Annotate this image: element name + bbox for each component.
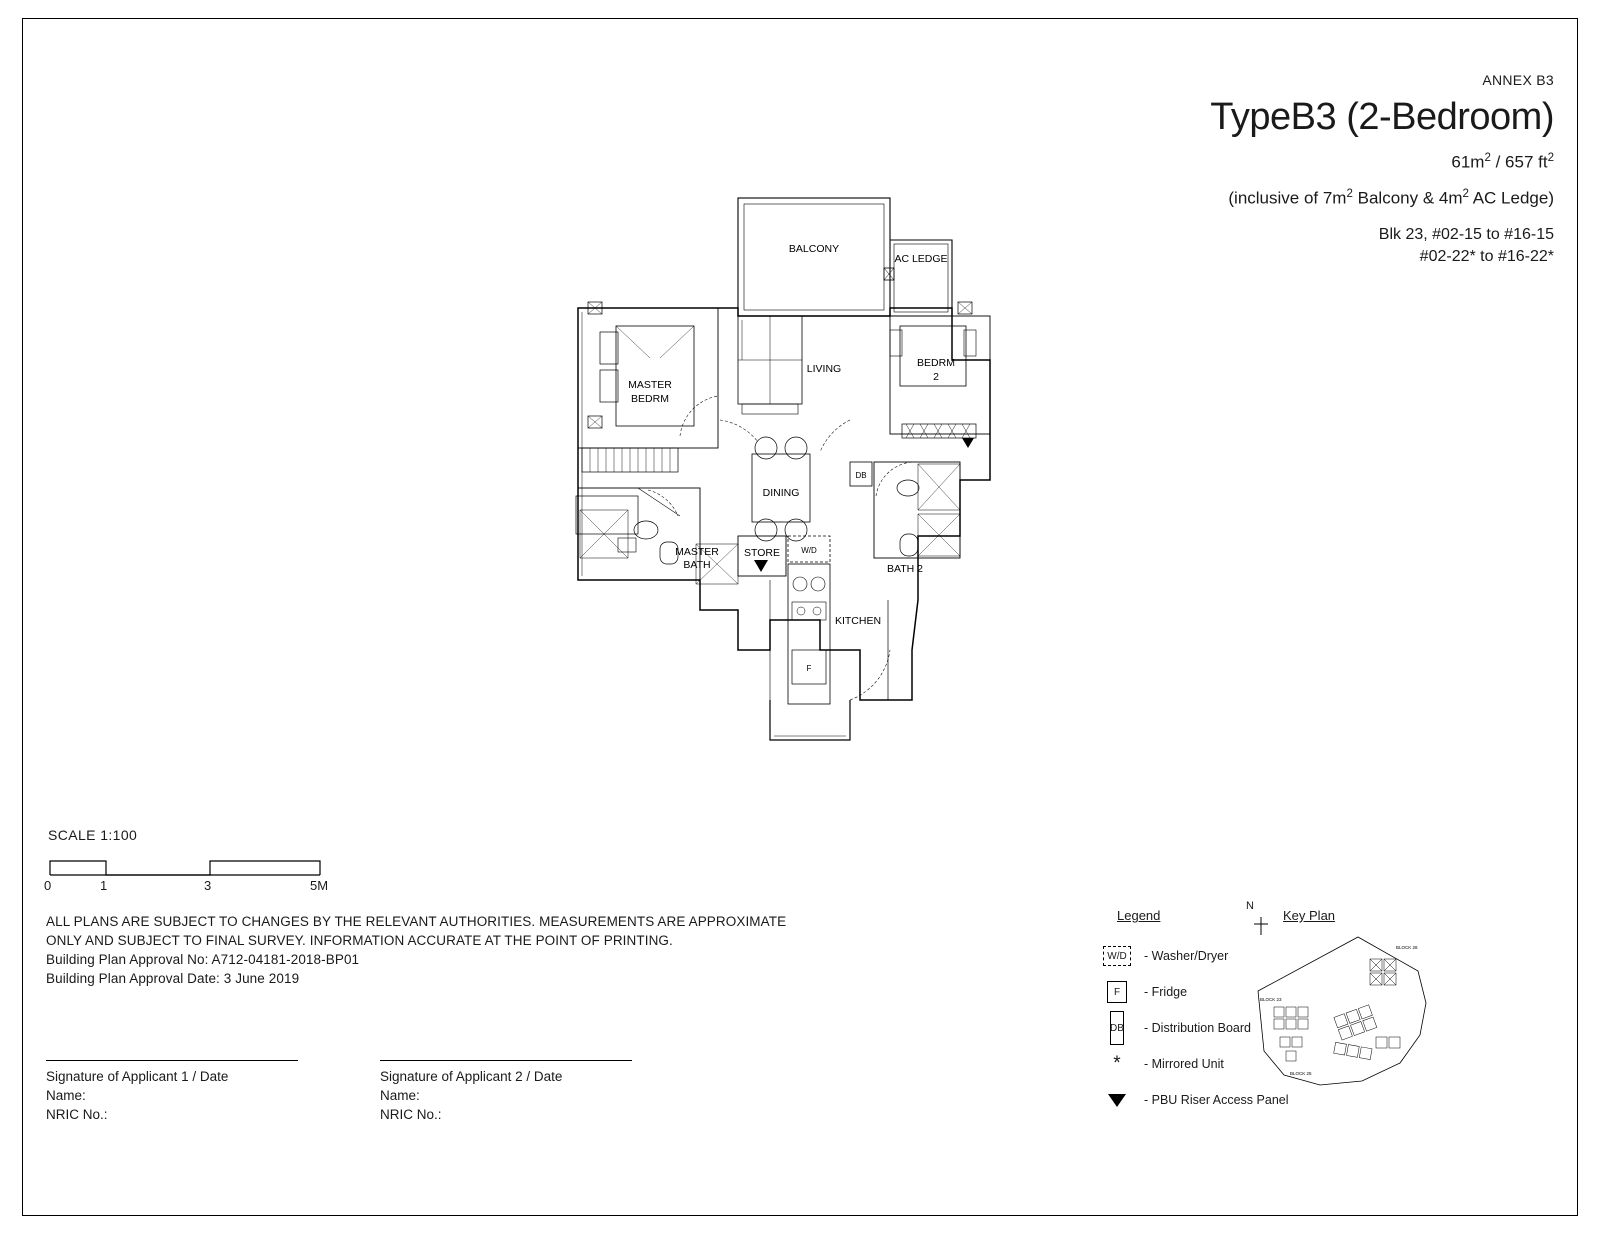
room-label-master-bath-2: BATH xyxy=(683,559,711,571)
area-imperial-sup: 2 xyxy=(1547,152,1554,164)
key-plan-map xyxy=(1250,925,1440,1095)
signature-name-label-2: Name: xyxy=(380,1088,420,1103)
washer-dryer-icon xyxy=(1100,946,1134,966)
entry-stub xyxy=(770,700,850,740)
floor-plan-drawing xyxy=(520,180,1080,770)
annex-label: ANNEX B3 xyxy=(1482,72,1554,88)
scale-tick-2: 3 xyxy=(204,878,212,893)
keyplan-block-label-25: BLOCK 25 xyxy=(1290,1071,1312,1076)
signature-block-1 xyxy=(46,1060,298,1124)
area-metric-sup: 2 xyxy=(1484,152,1491,164)
room-label-bedrm2-1: BEDRM xyxy=(917,357,955,369)
room-label-bath2: BATH 2 xyxy=(887,563,923,575)
triangle-icon-shape xyxy=(1108,1094,1126,1107)
room-label-master-bath-1: MASTER xyxy=(675,546,719,558)
room-label-master-bedrm-1: MASTER xyxy=(628,379,672,391)
triangle-icon xyxy=(1100,1094,1134,1107)
room-label-dining: DINING xyxy=(762,487,800,499)
room-label-kitchen: KITCHEN xyxy=(834,615,882,627)
disclaimer xyxy=(46,912,786,988)
disclaimer-line-1: ALL PLANS ARE SUBJECT TO CHANGES BY THE RELEVANT AUTHORITIES. MEASUREMENTS ARE APPROXIMATE xyxy=(46,914,787,929)
scale-tick-0: 0 xyxy=(44,878,52,893)
unit-range-line-1: Blk 23, #02-15 to #16-15 xyxy=(1378,226,1554,243)
fridge-icon-label: F xyxy=(1107,981,1127,1003)
bp-approval-no: Building Plan Approval No: A712-04181-2018-BP01 xyxy=(46,952,360,967)
legend-text-pbu-riser: - PBU Riser Access Panel xyxy=(1144,1093,1289,1107)
signature-nric-label-1: NRIC No.: xyxy=(46,1107,108,1122)
asterisk-icon-glyph: * xyxy=(1113,1053,1121,1074)
inclusive-sup2: 2 xyxy=(1462,188,1469,200)
signature-block-2 xyxy=(380,1060,632,1124)
north-label: N xyxy=(1246,900,1254,912)
marker-washer-dryer: W/D xyxy=(801,546,817,555)
area-metric: 61m xyxy=(1451,152,1485,172)
room-label-master-bedrm-2: BEDRM xyxy=(631,393,669,405)
ac-ledge-outline xyxy=(890,240,952,316)
signature-line-2 xyxy=(380,1060,632,1061)
room-label-ac-ledge: AC LEDGE xyxy=(894,253,948,265)
legend-text-distribution-board: - Distribution Board xyxy=(1144,1021,1251,1035)
scale-tick-1: 1 xyxy=(100,878,108,893)
page-title: TypeB3 (2-Bedroom) xyxy=(1210,96,1554,138)
legend-text-fridge: - Fridge xyxy=(1144,985,1188,999)
bp-approval-date: Building Plan Approval Date: 3 June 2019 xyxy=(46,971,300,986)
master-bedroom-outline xyxy=(578,308,718,448)
scale-bar xyxy=(48,855,378,879)
inclusive-note xyxy=(1228,188,1554,209)
area-imperial: 657 ft xyxy=(1505,152,1548,172)
room-label-balcony: BALCONY xyxy=(788,243,840,255)
scale-label: SCALE 1:100 xyxy=(48,827,138,843)
distribution-board-icon xyxy=(1100,1011,1134,1045)
scale-tick-3: 5M xyxy=(310,878,329,893)
washer-dryer-icon-label: W/D xyxy=(1103,946,1131,966)
signature-title-2: Signature of Applicant 2 / Date xyxy=(380,1069,563,1084)
room-label-living: LIVING xyxy=(806,363,842,375)
unit-range-line-2: #02-22* to #16-22* xyxy=(1419,248,1554,265)
asterisk-icon xyxy=(1100,1053,1134,1074)
key-plan-title: Key Plan xyxy=(1283,908,1336,923)
fridge-icon xyxy=(1100,981,1134,1003)
signature-name-label-1: Name: xyxy=(46,1088,86,1103)
room-label-bedrm2-2: 2 xyxy=(933,371,939,383)
balcony-outline xyxy=(738,198,890,316)
inclusive-mid: Balcony & 4m xyxy=(1352,188,1463,208)
signature-line-1 xyxy=(46,1060,298,1061)
legend-title: Legend xyxy=(1117,908,1161,923)
legend-text-mirrored-unit: - Mirrored Unit xyxy=(1144,1057,1224,1071)
inclusive-pre: (inclusive of 7m xyxy=(1228,188,1347,208)
legend-text-washer-dryer: - Washer/Dryer xyxy=(1144,949,1229,963)
signature-nric-label-2: NRIC No.: xyxy=(380,1107,442,1122)
keyplan-block-label-28: BLOCK 28 xyxy=(1396,945,1418,950)
bedroom-2-outline xyxy=(890,316,990,434)
distribution-board-icon-label: DB xyxy=(1110,1011,1124,1045)
keyplan-block-label-23: BLOCK 23 xyxy=(1260,997,1282,1002)
area-separator: / xyxy=(1490,152,1506,172)
inclusive-post: AC Ledge) xyxy=(1468,188,1554,208)
room-label-store: STORE xyxy=(744,547,780,559)
pbu-riser-marker xyxy=(962,438,974,448)
pbu-riser-marker-2 xyxy=(754,560,768,572)
signature-title-1: Signature of Applicant 1 / Date xyxy=(46,1069,229,1084)
unit-area xyxy=(1451,152,1554,173)
disclaimer-line-2: ONLY AND SUBJECT TO FINAL SURVEY. INFORMATION ACCURATE AT THE POINT OF PRINTING. xyxy=(46,933,673,948)
kitchen-counter xyxy=(788,564,830,704)
marker-db: DB xyxy=(855,471,867,480)
marker-fridge: F xyxy=(806,664,812,673)
inclusive-sup1: 2 xyxy=(1346,188,1353,200)
